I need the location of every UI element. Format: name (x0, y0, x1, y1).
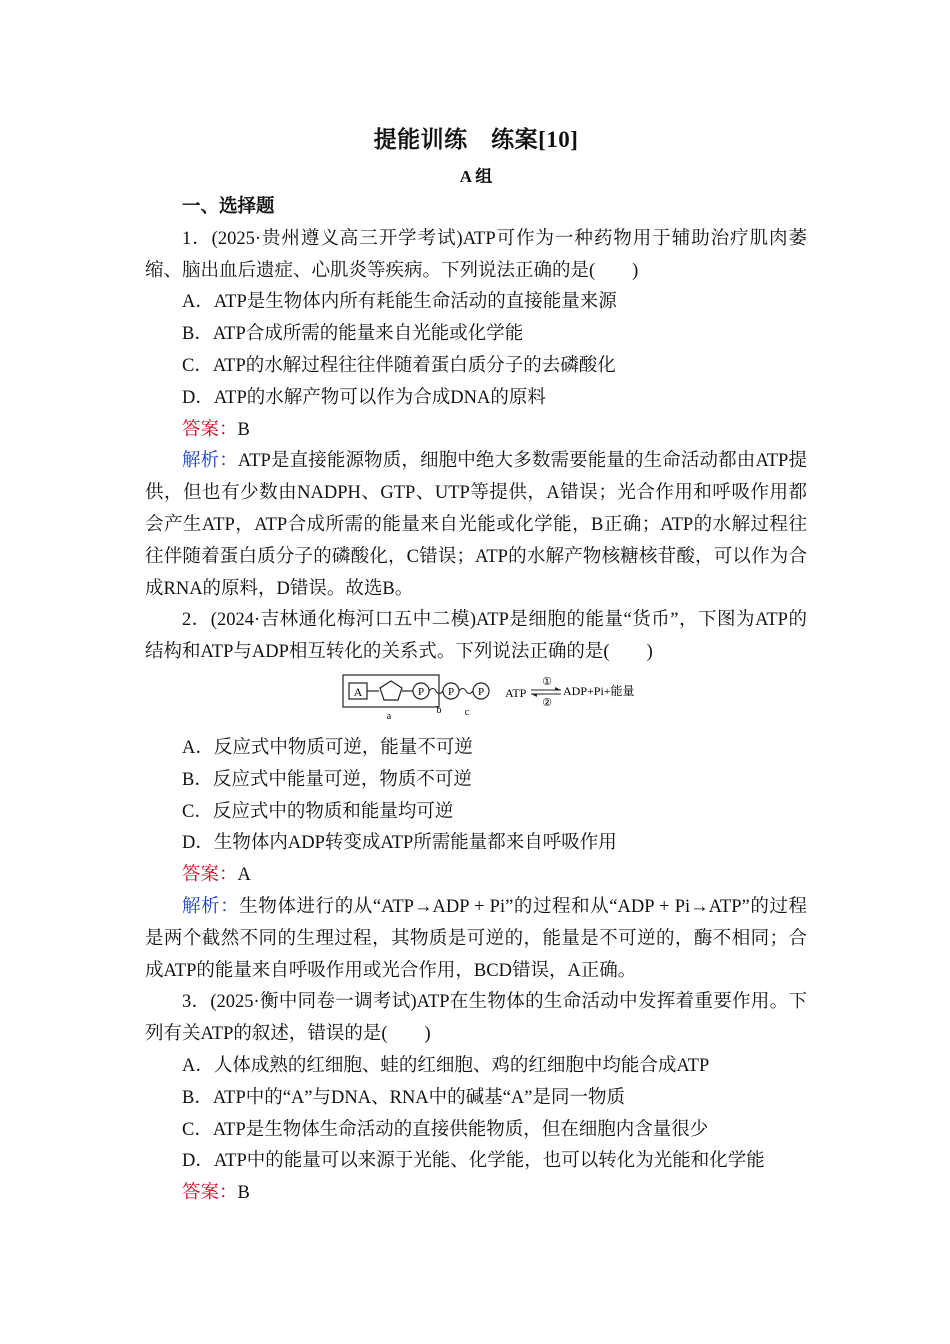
question-stem: 2．(2024·吉林通化梅河口五中二模)ATP是细胞的能量“货币”，下图为ATP的结构和ATP与ADP相互转化的关系式。下列说法正确的是( ) (145, 610, 807, 663)
explanation-text: 生物体进行的从“ATP→ADP + Pi”的过程和从“ADP + Pi→ATP”的过程是两个截然不同的生理过程，其物质是可逆的，能量是不可逆的，酶不相同；合成ATP的能量来自呼吸作用或光合作用，BCD错误，A正确。 (145, 896, 807, 981)
option-c: C．ATP的水解过程往往伴随着蛋白质分子的去磷酸化 (182, 355, 616, 376)
svg-text:P: P (417, 685, 425, 698)
equation-bottom-arrow-label: ② (542, 696, 552, 709)
explanation (145, 892, 807, 987)
atp-diagram (341, 673, 651, 723)
answer-line (145, 1178, 807, 1210)
label-a: a (386, 710, 392, 722)
high-energy-bond-b (429, 688, 443, 693)
group-label: A 组 (459, 167, 493, 186)
high-energy-bond-c (459, 688, 473, 693)
option-d: D．ATP的水解产物可以作为合成DNA的原料 (182, 387, 546, 408)
atp-structure-figure (145, 673, 807, 723)
answer-line (145, 415, 807, 447)
question-3 (145, 987, 807, 1210)
page-title: 提能训练 练案[10] (373, 127, 579, 152)
option-b: B．ATP合成所需的能量来自光能或化学能 (182, 324, 524, 345)
option-c: C．反应式中的物质和能量均可逆 (182, 801, 454, 822)
equation-top-arrow-label: ① (542, 675, 552, 688)
option-c: C．ATP是生物体生命活动的直接供能物质，但在细胞内含量很少 (182, 1119, 709, 1140)
option-d: D．ATP中的能量可以来源于光能、化学能，也可以转化为光能和化学能 (182, 1151, 765, 1172)
ribose-pentagon (380, 681, 402, 700)
document-content (145, 120, 807, 1210)
label-c: c (464, 706, 470, 718)
answer-value: B (237, 419, 250, 440)
adenine-label: A (353, 684, 363, 699)
question-stem: 1．(2025·贵州遵义高三开学考试)ATP可作为一种药物用于辅助治疗肌肉萎缩、脑出血后遗症、心肌炎等疾病。下列说法正确的是( ) (145, 228, 807, 281)
question-1 (145, 224, 807, 606)
answer-value: A (237, 865, 251, 886)
answer-value: B (237, 1183, 250, 1204)
explanation (145, 446, 807, 605)
answer-label: 答案： (182, 865, 238, 886)
svg-text:P: P (447, 685, 455, 698)
answer-label: 答案： (182, 1183, 238, 1204)
explanation-label: 解析： (182, 451, 238, 472)
option-b: B．ATP中的“A”与DNA、RNA中的碱基“A”是同一物质 (182, 1087, 625, 1108)
question-2 (145, 605, 807, 987)
explanation-label: 解析： (182, 896, 240, 917)
option-a: A．人体成熟的红细胞、蛙的红细胞、鸡的红细胞中均能合成ATP (182, 1055, 710, 1076)
question-stem: 3．(2025·衡中同卷一调考试)ATP在生物体的生命活动中发挥着重要作用。下列有关ATP的叙述，错误的是( ) (145, 992, 807, 1045)
option-b: B．反应式中能量可逆，物质不可逆 (182, 769, 472, 790)
section-heading: 一、选择题 (182, 197, 275, 217)
equation-right: ADP+Pi+能量 (563, 683, 635, 698)
svg-text:P: P (477, 685, 485, 698)
label-b: b (436, 704, 442, 716)
answer-line (145, 860, 807, 892)
option-a: A．ATP是生物体内所有耗能生命活动的直接能量来源 (182, 292, 617, 313)
answer-label: 答案： (182, 419, 238, 440)
explanation-text: ATP是直接能源物质，细胞中绝大多数需要能量的生命活动都由ATP提供，但也有少数由NADPH、GTP、UTP等提供，A错误；光合作用和呼吸作用都会产生ATP，ATP合成所需的能量来自光能或化学能，B正确；ATP的水解过程往往伴随着蛋白质分子的磷酸化，C错误；ATP的水解产物核糖核苷酸，可以作为合成RNA的原料，D错误。故选B。 (145, 451, 807, 599)
option-d: D．生物体内ADP转变成ATP所需能量都来自呼吸作用 (182, 833, 617, 854)
option-a: A．反应式中物质可逆，能量不可逆 (182, 737, 473, 758)
equation-left: ATP (505, 685, 527, 700)
